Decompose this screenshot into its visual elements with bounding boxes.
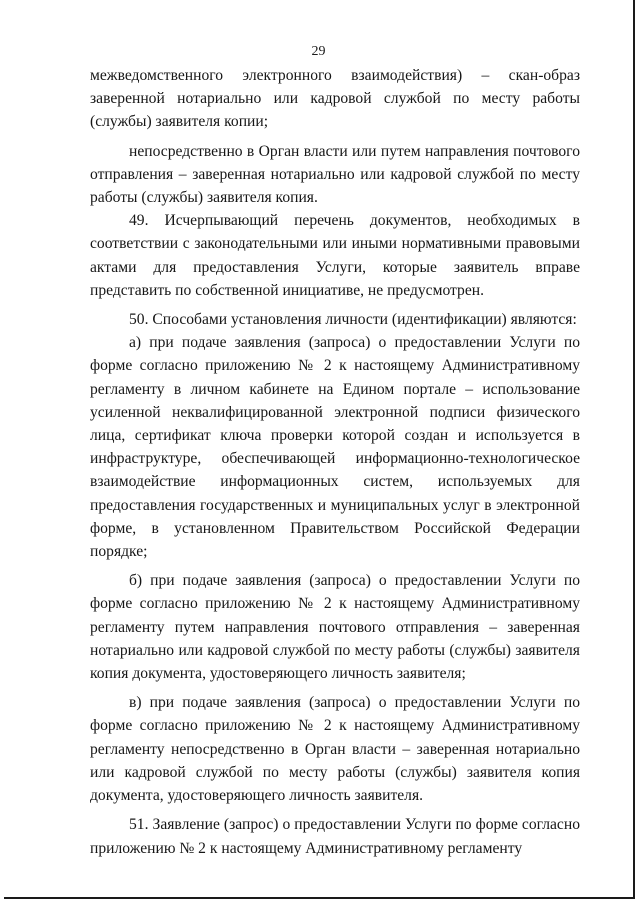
paragraph-direct-submission: непосредственно в Орган власти или путем направления почтового отправления – заверенная нотариально или кадровой службой по месту работы (службы) заявителя копия.	[90, 142, 580, 207]
paragraph-50-v: в) при подаче заявления (запроса) о предоставлении Услуги по форме согласно приложению № 2 к настоящему Административному регламенту непосредственно в Орган власти – заверенная нотариально или кадровой службой по месту работы (службы) заявителя копия документа, удостоверяющего личность заявителя.	[90, 694, 580, 805]
paragraph-continuation: межведомственного электронного взаимодействия) – скан-образ заверенной нотариально или кадровой службой по месту работы (службы) заявителя копии;	[90, 67, 580, 131]
document-body	[90, 64, 580, 860]
paragraph-51: 51. Заявление (запрос) о предоставлении Услуги по форме согласно приложению № 2 к настоящему Административному регламенту	[90, 816, 580, 857]
document-page	[4, 0, 635, 899]
paragraph-50-a: а) при подаче заявления (запроса) о предоставлении Услуги по форме согласно приложению № 2 к настоящему Административному регламенту в личном кабинете на Едином портале – использование усиленной неквалифицированной электронной подписи физического лица, сертификат ключа проверки которой создан и используется в инфраструктуре, обеспечивающей информационно-технологическое взаимодействие информационных систем, используемых для предоставления государственных и муниципальных услуг в электронной форме, в установленном Правительством Российской Федерации порядке;	[90, 334, 580, 561]
paragraph-50: 50. Способами установления личности (идентификации) являются:	[129, 311, 577, 329]
paragraph-49: 49. Исчерпывающий перечень документов, необходимых в соответствии с законодательными или иными нормативными правовыми актами для предоставления Услуги, которые заявитель вправе представить по собственной инициативе, не предусмотрен.	[90, 212, 580, 299]
paragraph-50-b: б) при подаче заявления (запроса) о предоставлении Услуги по форме согласно приложению № 2 к настоящему Административному регламенту путем направления почтового отправления – заверенная нотариально или кадровой службой по месту работы (службы) заявителя копия документа, удостоверяющего личность заявителя;	[90, 572, 580, 683]
page-number: 29	[311, 44, 326, 59]
